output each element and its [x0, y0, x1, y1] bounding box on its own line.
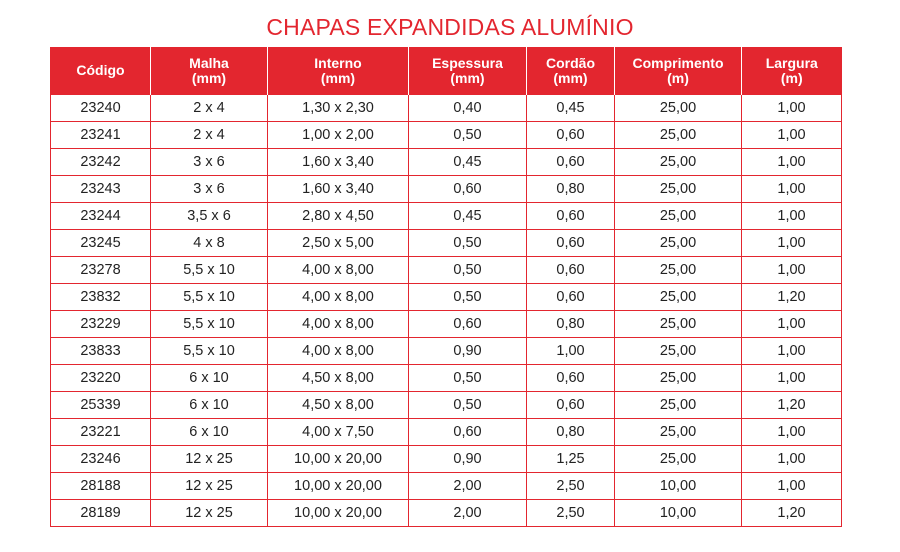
cell-comprimento: 25,00: [615, 95, 742, 122]
column-header-interno: [268, 47, 409, 95]
cell-comprimento: 25,00: [615, 203, 742, 230]
cell-espessura: 0,60: [409, 419, 527, 446]
cell-codigo: 23240: [51, 95, 151, 122]
column-header-unit: (mm): [553, 69, 588, 86]
cell-espessura: 0,90: [409, 338, 527, 365]
table-row: [51, 338, 842, 365]
cell-comprimento: 25,00: [615, 284, 742, 311]
cell-comprimento: 25,00: [615, 446, 742, 473]
cell-espessura: 0,50: [409, 230, 527, 257]
cell-malha: 2 x 4: [151, 95, 268, 122]
cell-interno: 10,00 x 20,00: [268, 446, 409, 473]
column-header-unit: (mm): [320, 69, 356, 86]
cell-espessura: 0,50: [409, 365, 527, 392]
cell-malha: 4 x 8: [151, 230, 268, 257]
cell-largura: 1,00: [742, 338, 842, 365]
cell-largura: 1,00: [742, 446, 842, 473]
cell-comprimento: 25,00: [615, 311, 742, 338]
table-row: [51, 392, 842, 419]
cell-largura: 1,00: [742, 473, 842, 500]
cell-interno: 4,00 x 8,00: [268, 284, 409, 311]
cell-codigo: 23278: [51, 257, 151, 284]
cell-interno: 4,00 x 7,50: [268, 419, 409, 446]
column-header-label: Espessura: [432, 54, 503, 71]
cell-espessura: 0,50: [409, 122, 527, 149]
table-row: [51, 500, 842, 527]
cell-espessura: 0,50: [409, 284, 527, 311]
cell-cordao: 0,80: [527, 176, 615, 203]
cell-codigo: 23833: [51, 338, 151, 365]
cell-cordao: 0,60: [527, 257, 615, 284]
table-row: [51, 419, 842, 446]
cell-malha: 6 x 10: [151, 419, 268, 446]
cell-comprimento: 25,00: [615, 257, 742, 284]
specs-table: [50, 47, 842, 527]
column-header-label: Cordão: [546, 54, 595, 71]
cell-comprimento: 10,00: [615, 473, 742, 500]
table-row: [51, 446, 842, 473]
table-row: [51, 230, 842, 257]
cell-interno: 4,00 x 8,00: [268, 338, 409, 365]
cell-interno: 2,50 x 5,00: [268, 230, 409, 257]
cell-espessura: 0,60: [409, 311, 527, 338]
cell-interno: 10,00 x 20,00: [268, 473, 409, 500]
cell-cordao: 0,60: [527, 122, 615, 149]
cell-largura: 1,20: [742, 392, 842, 419]
cell-malha: 6 x 10: [151, 365, 268, 392]
cell-largura: 1,00: [742, 365, 842, 392]
cell-cordao: 0,60: [527, 365, 615, 392]
cell-interno: 4,50 x 8,00: [268, 392, 409, 419]
cell-interno: 1,00 x 2,00: [268, 122, 409, 149]
column-header-unit: (mm): [450, 69, 485, 86]
cell-interno: 4,00 x 8,00: [268, 257, 409, 284]
cell-malha: 3 x 6: [151, 176, 268, 203]
cell-codigo: 23245: [51, 230, 151, 257]
table-row: [51, 149, 842, 176]
cell-malha: 5,5 x 10: [151, 284, 268, 311]
cell-interno: 4,50 x 8,00: [268, 365, 409, 392]
cell-malha: 2 x 4: [151, 122, 268, 149]
table-row: [51, 257, 842, 284]
cell-largura: 1,00: [742, 203, 842, 230]
cell-espessura: 0,90: [409, 446, 527, 473]
column-header-cordao: [527, 47, 615, 95]
table-row: [51, 284, 842, 311]
page-title: CHAPAS EXPANDIDAS ALUMÍNIO: [266, 14, 634, 40]
cell-espessura: 0,45: [409, 149, 527, 176]
cell-comprimento: 25,00: [615, 122, 742, 149]
cell-largura: 1,00: [742, 122, 842, 149]
cell-comprimento: 25,00: [615, 149, 742, 176]
cell-espessura: 0,60: [409, 176, 527, 203]
cell-malha: 5,5 x 10: [151, 311, 268, 338]
cell-espessura: 0,45: [409, 203, 527, 230]
cell-cordao: 1,00: [527, 338, 615, 365]
cell-cordao: 1,25: [527, 446, 615, 473]
cell-largura: 1,00: [742, 149, 842, 176]
cell-malha: 5,5 x 10: [151, 338, 268, 365]
cell-codigo: 23241: [51, 122, 151, 149]
cell-espessura: 0,40: [409, 95, 527, 122]
table-header: [51, 47, 842, 95]
cell-malha: 3,5 x 6: [151, 203, 268, 230]
table-row: [51, 311, 842, 338]
cell-cordao: 0,60: [527, 230, 615, 257]
cell-comprimento: 25,00: [615, 338, 742, 365]
cell-largura: 1,00: [742, 311, 842, 338]
cell-cordao: 2,50: [527, 473, 615, 500]
cell-espessura: 0,50: [409, 392, 527, 419]
column-header-codigo: [51, 47, 151, 95]
cell-largura: 1,00: [742, 95, 842, 122]
cell-largura: 1,00: [742, 176, 842, 203]
column-header-label: Comprimento: [632, 54, 724, 71]
cell-interno: 2,80 x 4,50: [268, 203, 409, 230]
column-header-unit: (m): [667, 69, 689, 86]
cell-largura: 1,00: [742, 257, 842, 284]
cell-comprimento: 25,00: [615, 419, 742, 446]
cell-espessura: 2,00: [409, 473, 527, 500]
table-row: [51, 473, 842, 500]
cell-codigo: 23242: [51, 149, 151, 176]
header-row: [51, 47, 842, 95]
cell-malha: 5,5 x 10: [151, 257, 268, 284]
cell-largura: 1,20: [742, 500, 842, 527]
cell-comprimento: 25,00: [615, 176, 742, 203]
cell-cordao: 0,60: [527, 149, 615, 176]
cell-cordao: 0,80: [527, 311, 615, 338]
table-row: [51, 176, 842, 203]
table-row: [51, 122, 842, 149]
cell-codigo: 23220: [51, 365, 151, 392]
column-header-espessura: [409, 47, 527, 95]
column-header-label: Malha: [189, 54, 229, 71]
cell-cordao: 0,80: [527, 419, 615, 446]
cell-codigo: 23244: [51, 203, 151, 230]
cell-cordao: 0,60: [527, 284, 615, 311]
cell-codigo: 28189: [51, 500, 151, 527]
column-header-unit: (m): [780, 69, 803, 86]
cell-comprimento: 25,00: [615, 230, 742, 257]
cell-codigo: 23246: [51, 446, 151, 473]
cell-interno: 1,60 x 3,40: [268, 176, 409, 203]
cell-interno: 4,00 x 8,00: [268, 311, 409, 338]
cell-comprimento: 25,00: [615, 392, 742, 419]
column-header-largura: [742, 47, 842, 95]
cell-largura: 1,00: [742, 419, 842, 446]
cell-codigo: 28188: [51, 473, 151, 500]
table-row: [51, 365, 842, 392]
cell-codigo: 23229: [51, 311, 151, 338]
column-header-label: Largura: [765, 54, 818, 71]
cell-comprimento: 25,00: [615, 365, 742, 392]
cell-cordao: 0,60: [527, 203, 615, 230]
cell-largura: 1,00: [742, 230, 842, 257]
cell-interno: 10,00 x 20,00: [268, 500, 409, 527]
cell-malha: 12 x 25: [151, 473, 268, 500]
column-header-label: Código: [76, 62, 125, 78]
cell-espessura: 2,00: [409, 500, 527, 527]
table-body: [51, 95, 842, 527]
cell-interno: 1,30 x 2,30: [268, 95, 409, 122]
column-header-unit: (mm): [191, 69, 227, 86]
cell-codigo: 25339: [51, 392, 151, 419]
cell-malha: 3 x 6: [151, 149, 268, 176]
table-row: [51, 203, 842, 230]
cell-codigo: 23243: [51, 176, 151, 203]
cell-cordao: 0,45: [527, 95, 615, 122]
cell-malha: 12 x 25: [151, 446, 268, 473]
cell-largura: 1,20: [742, 284, 842, 311]
cell-interno: 1,60 x 3,40: [268, 149, 409, 176]
cell-codigo: 23832: [51, 284, 151, 311]
cell-cordao: 0,60: [527, 392, 615, 419]
cell-malha: 12 x 25: [151, 500, 268, 527]
cell-malha: 6 x 10: [151, 392, 268, 419]
cell-cordao: 2,50: [527, 500, 615, 527]
column-header-label: Interno: [314, 54, 362, 71]
table-row: [51, 95, 842, 122]
cell-espessura: 0,50: [409, 257, 527, 284]
cell-codigo: 23221: [51, 419, 151, 446]
column-header-malha: [151, 47, 268, 95]
column-header-comprimento: [615, 47, 742, 95]
cell-comprimento: 10,00: [615, 500, 742, 527]
